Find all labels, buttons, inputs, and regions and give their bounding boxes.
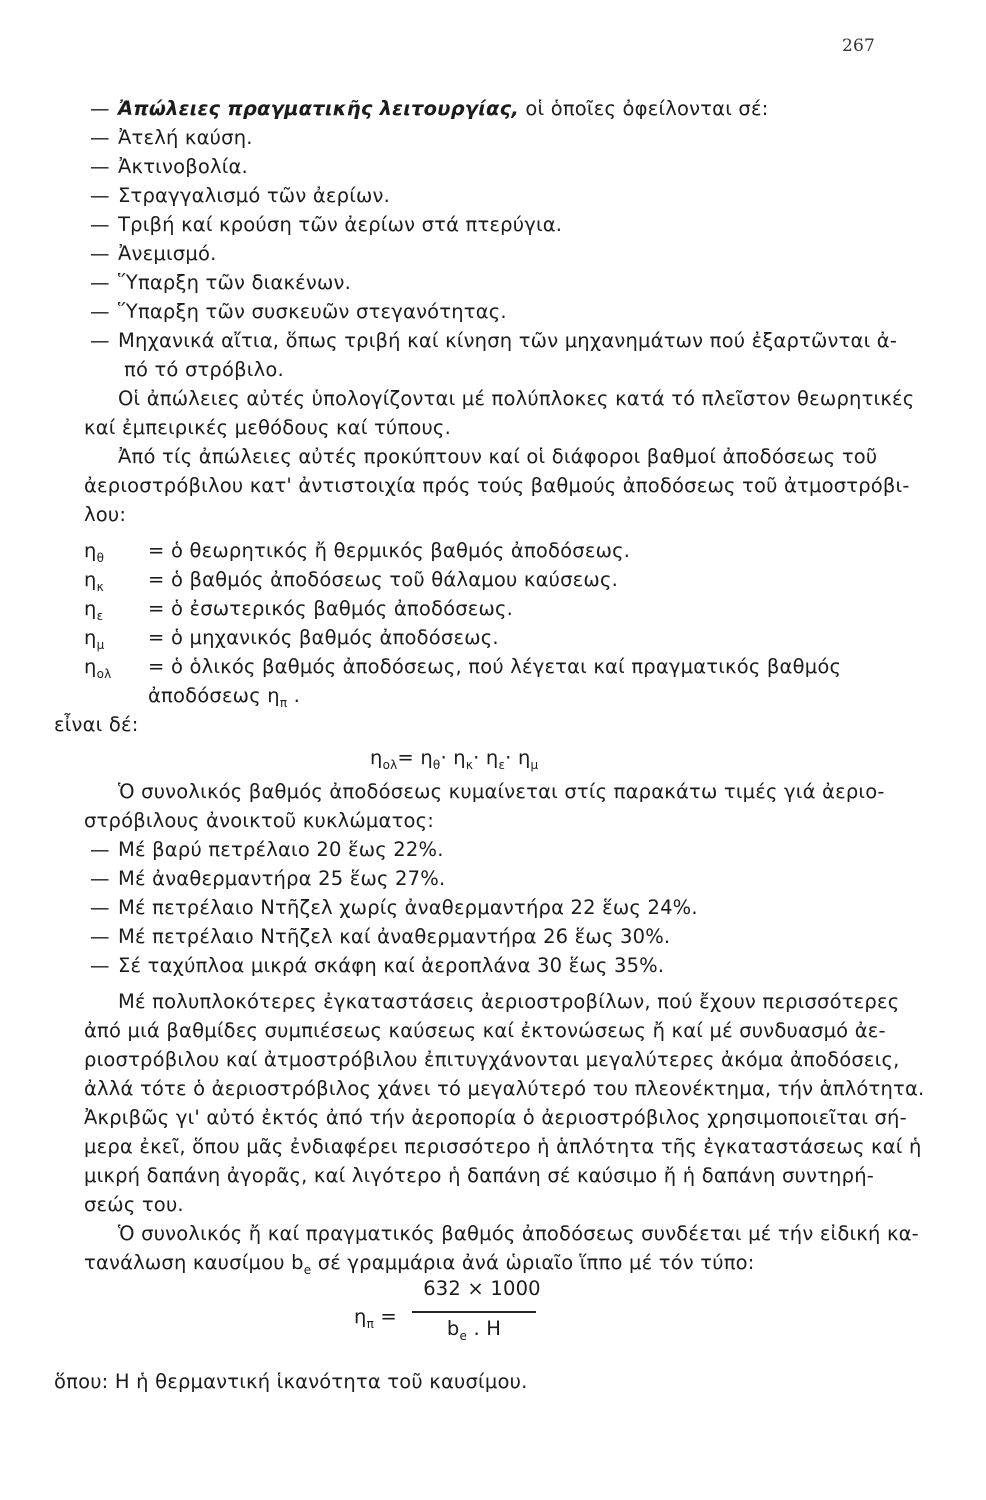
- dash: —: [90, 925, 110, 948]
- dash: —: [90, 838, 110, 861]
- paragraph-line: ριοστρόβιλου καί ἀτμοστρόβιλου ἐπιτυγχάνονται μεγαλύτερες ἀκόμα ἀποδόσεις,: [84, 1048, 900, 1071]
- paragraph-line: ἀλλά τότε ὁ ἀεριοστρόβιλος χάνει τό μεγαλύτερό του πλεονέκτημα, τήν ἁπλότητα.: [84, 1077, 925, 1100]
- efficiency-definition: [84, 652, 874, 681]
- cause-text: Ὕπαρξη τῶν διακένων.: [118, 271, 352, 294]
- list-item: [84, 922, 874, 951]
- einai-label: εἶναι δέ:: [54, 713, 139, 736]
- dash: —: [90, 300, 110, 323]
- value-text: Μέ ἀναθερμαντήρα 25 ἕως 27%.: [118, 867, 446, 890]
- dash: —: [90, 867, 110, 890]
- list-item: [84, 239, 874, 268]
- efficiency-symbol: $\eta_\theta$: [84, 539, 105, 565]
- list-item: [84, 268, 874, 297]
- list-item: [84, 326, 898, 355]
- cause-text: Ὕπαρξη τῶν συσκευῶν στεγανότητας.: [118, 300, 507, 323]
- list-item: [84, 297, 874, 326]
- dash: —: [90, 184, 110, 207]
- losses-header-rest: οἱ ὁποῖες ὀφείλονται σέ:: [519, 97, 769, 120]
- list-item: [84, 951, 874, 980]
- cause-text: Τριβή καί κρούση τῶν ἀερίων στά πτερύγια.: [118, 213, 563, 236]
- dash: —: [90, 126, 110, 149]
- value-text: Μέ πετρέλαιο Ντῆζελ καί ἀναθερμαντήρα 26 ἕως 30%.: [118, 925, 671, 948]
- where-line: ὅπου: H ἡ θερμαντική ἱκανότητα τοῦ καυσίμου.: [54, 1370, 528, 1393]
- losses-header-bold: Ἀπώλειες πραγματικῆς λειτουργίας,: [118, 97, 519, 120]
- paragraph-line: Μέ πολυπλοκότερες ἐγκαταστάσεις ἀεριοστροβίλων, πού ἔχουν περισσότερες: [118, 990, 900, 1013]
- value-text: Μέ πετρέλαιο Ντῆζελ χωρίς ἀναθερμαντήρα 22 ἕως 24%.: [118, 896, 698, 919]
- paragraph-line: ἀεριοστρόβιλου κατ' ἀντιστοιχία πρός τούς βαθμούς ἀποδόσεως τοῦ ἀτμοστρόβι-: [84, 474, 910, 497]
- value-text: Μέ βαρύ πετρέλαιο 20 ἕως 22%.: [118, 838, 444, 861]
- efficiency-symbol: $\eta_\kappa$: [84, 568, 104, 594]
- cause-continuation: πό τό στρόβιλο.: [124, 358, 284, 381]
- dash: —: [90, 242, 110, 265]
- equals-sign: =: [148, 539, 171, 562]
- dash: —: [90, 329, 110, 352]
- cause-text: Στραγγαλισμό τῶν ἀερίων.: [118, 184, 391, 207]
- dash: —: [90, 954, 110, 977]
- list-item: [84, 123, 874, 152]
- dash: —: [90, 213, 110, 236]
- paragraph-line: Ὁ συνολικός βαθμός ἀποδόσεως κυμαίνεται στίς παρακάτω τιμές γιά ἀεριο-: [118, 780, 885, 803]
- cause-text: Μηχανικά αἴτια, ὅπως τριβή καί κίνηση τῶν μηχανημάτων πού ἐξαρτῶνται ἀ-: [118, 329, 898, 352]
- cause-text: Ἀκτινοβολία.: [118, 155, 248, 178]
- definition-text: ὁ βαθμός ἀποδόσεως τοῦ θάλαμου καύσεως.: [170, 568, 618, 591]
- total-efficiency-formula: $\eta_{o\lambda}= \eta_\theta\cdot \eta_\kappa\cdot \eta_\varepsilon\cdot \eta_\mu$: [370, 746, 539, 772]
- list-item: [84, 210, 874, 239]
- paragraph-line: σεώς του.: [84, 1193, 184, 1216]
- list-item: [84, 864, 874, 893]
- dash: —: [90, 155, 110, 178]
- paragraph-line: τανάλωση καυσίμου $b_e$ σέ γραμμάρια ἀνά ὡριαῖο ἵππο μέ τόν τύπο:: [84, 1251, 755, 1277]
- paragraph-line: Ἀπό τίς ἀπώλειες αὐτές προκύπτουν καί οἱ διάφοροι βαθμοί ἀποδόσεως τοῦ: [118, 445, 878, 468]
- paragraph-line: ἀπό μιά βαθμίδες συμπιέσεως καύσεως καί ἐκτονώσεως ἤ καί μέ συνδυασμό ἀε-: [84, 1019, 886, 1042]
- efficiency-definition-continuation: ἀποδόσεως $\eta_\pi$ .: [148, 684, 301, 710]
- definition-text: ὁ μηχανικός βαθμός ἀποδόσεως.: [170, 626, 499, 649]
- efficiency-symbol: $\eta_\mu$: [84, 626, 105, 652]
- list-item: [84, 835, 874, 864]
- dash: —: [90, 97, 110, 120]
- formula-numerator: 632 × 1000: [423, 1277, 541, 1300]
- efficiency-definition: [84, 536, 874, 565]
- losses-header: [84, 94, 874, 123]
- list-item: [84, 893, 874, 922]
- list-item: [84, 181, 874, 210]
- efficiency-symbol: $\eta_{o\lambda}$: [84, 655, 112, 681]
- equals-sign: =: [148, 597, 171, 620]
- paragraph-line: Οἱ ἀπώλειες αὐτές ὑπολογίζονται μέ πολύπλοκες κατά τό πλεῖστον θεωρητικές: [118, 387, 915, 410]
- definition-text: ὁ θεωρητικός ἤ θερμικός βαθμός ἀποδόσεως.: [170, 539, 631, 562]
- paragraph-line: λου:: [84, 503, 127, 526]
- page-number: 267: [841, 36, 875, 56]
- paragraph-line: καί ἐμπειρικές μεθόδους καί τύπους.: [84, 416, 451, 439]
- efficiency-symbol: $\eta_\varepsilon$: [84, 597, 104, 623]
- fraction-bar: [412, 1311, 536, 1313]
- dash: —: [90, 896, 110, 919]
- paragraph-line: Ὁ συνολικός ἤ καί πραγματικός βαθμός ἀποδόσεως συνδέεται μέ τήν εἰδική κα-: [118, 1222, 919, 1245]
- efficiency-definition: [84, 565, 874, 594]
- list-item: [84, 152, 874, 181]
- formula-denominator: $b_e$ . H: [446, 1317, 502, 1343]
- paragraph-line: Ἀκριβῶς γι' αὐτό ἐκτός ἀπό τήν ἀεροπορία ὁ ἀεριοστρόβιλος χρησιμοποιεῖται σή-: [84, 1106, 907, 1129]
- definition-text: ὁ ἐσωτερικός βαθμός ἀποδόσεως.: [170, 597, 514, 620]
- efficiency-definition: [84, 594, 874, 623]
- cause-text: Ἀνεμισμό.: [118, 242, 217, 265]
- paragraph-line: μικρή δαπάνη ἀγορᾶς, καί λιγότερο ἡ δαπάνη σέ καύσιμο ἤ ἡ δαπάνη συντηρή-: [84, 1164, 874, 1187]
- equals-sign: =: [148, 568, 171, 591]
- equals-sign: =: [148, 655, 171, 678]
- value-text: Σέ ταχύπλοα μικρά σκάφη καί ἀεροπλάνα 30 ἕως 35%.: [118, 954, 665, 977]
- dash: —: [90, 271, 110, 294]
- specific-consumption-formula: [84, 1277, 874, 1367]
- efficiency-definition: [84, 623, 874, 652]
- formula-lhs: $\eta_\pi$ =: [354, 1305, 397, 1331]
- page-content: [54, 94, 925, 1396]
- paragraph-line: στρόβιλους ἀνοικτοῦ κυκλώματος:: [84, 809, 435, 832]
- cause-text: Ἀτελή καύση.: [118, 126, 253, 149]
- definition-text: ὁ ὁλικός βαθμός ἀποδόσεως, πού λέγεται καί πραγματικός βαθμός: [170, 655, 842, 678]
- paragraph-line: μερα ἐκεῖ, ὅπου μᾶς ἐνδιαφέρει περισσότερο ἡ ἁπλότητα τῆς ἐγκαταστάσεως καί ἡ: [84, 1135, 922, 1158]
- equals-sign: =: [148, 626, 171, 649]
